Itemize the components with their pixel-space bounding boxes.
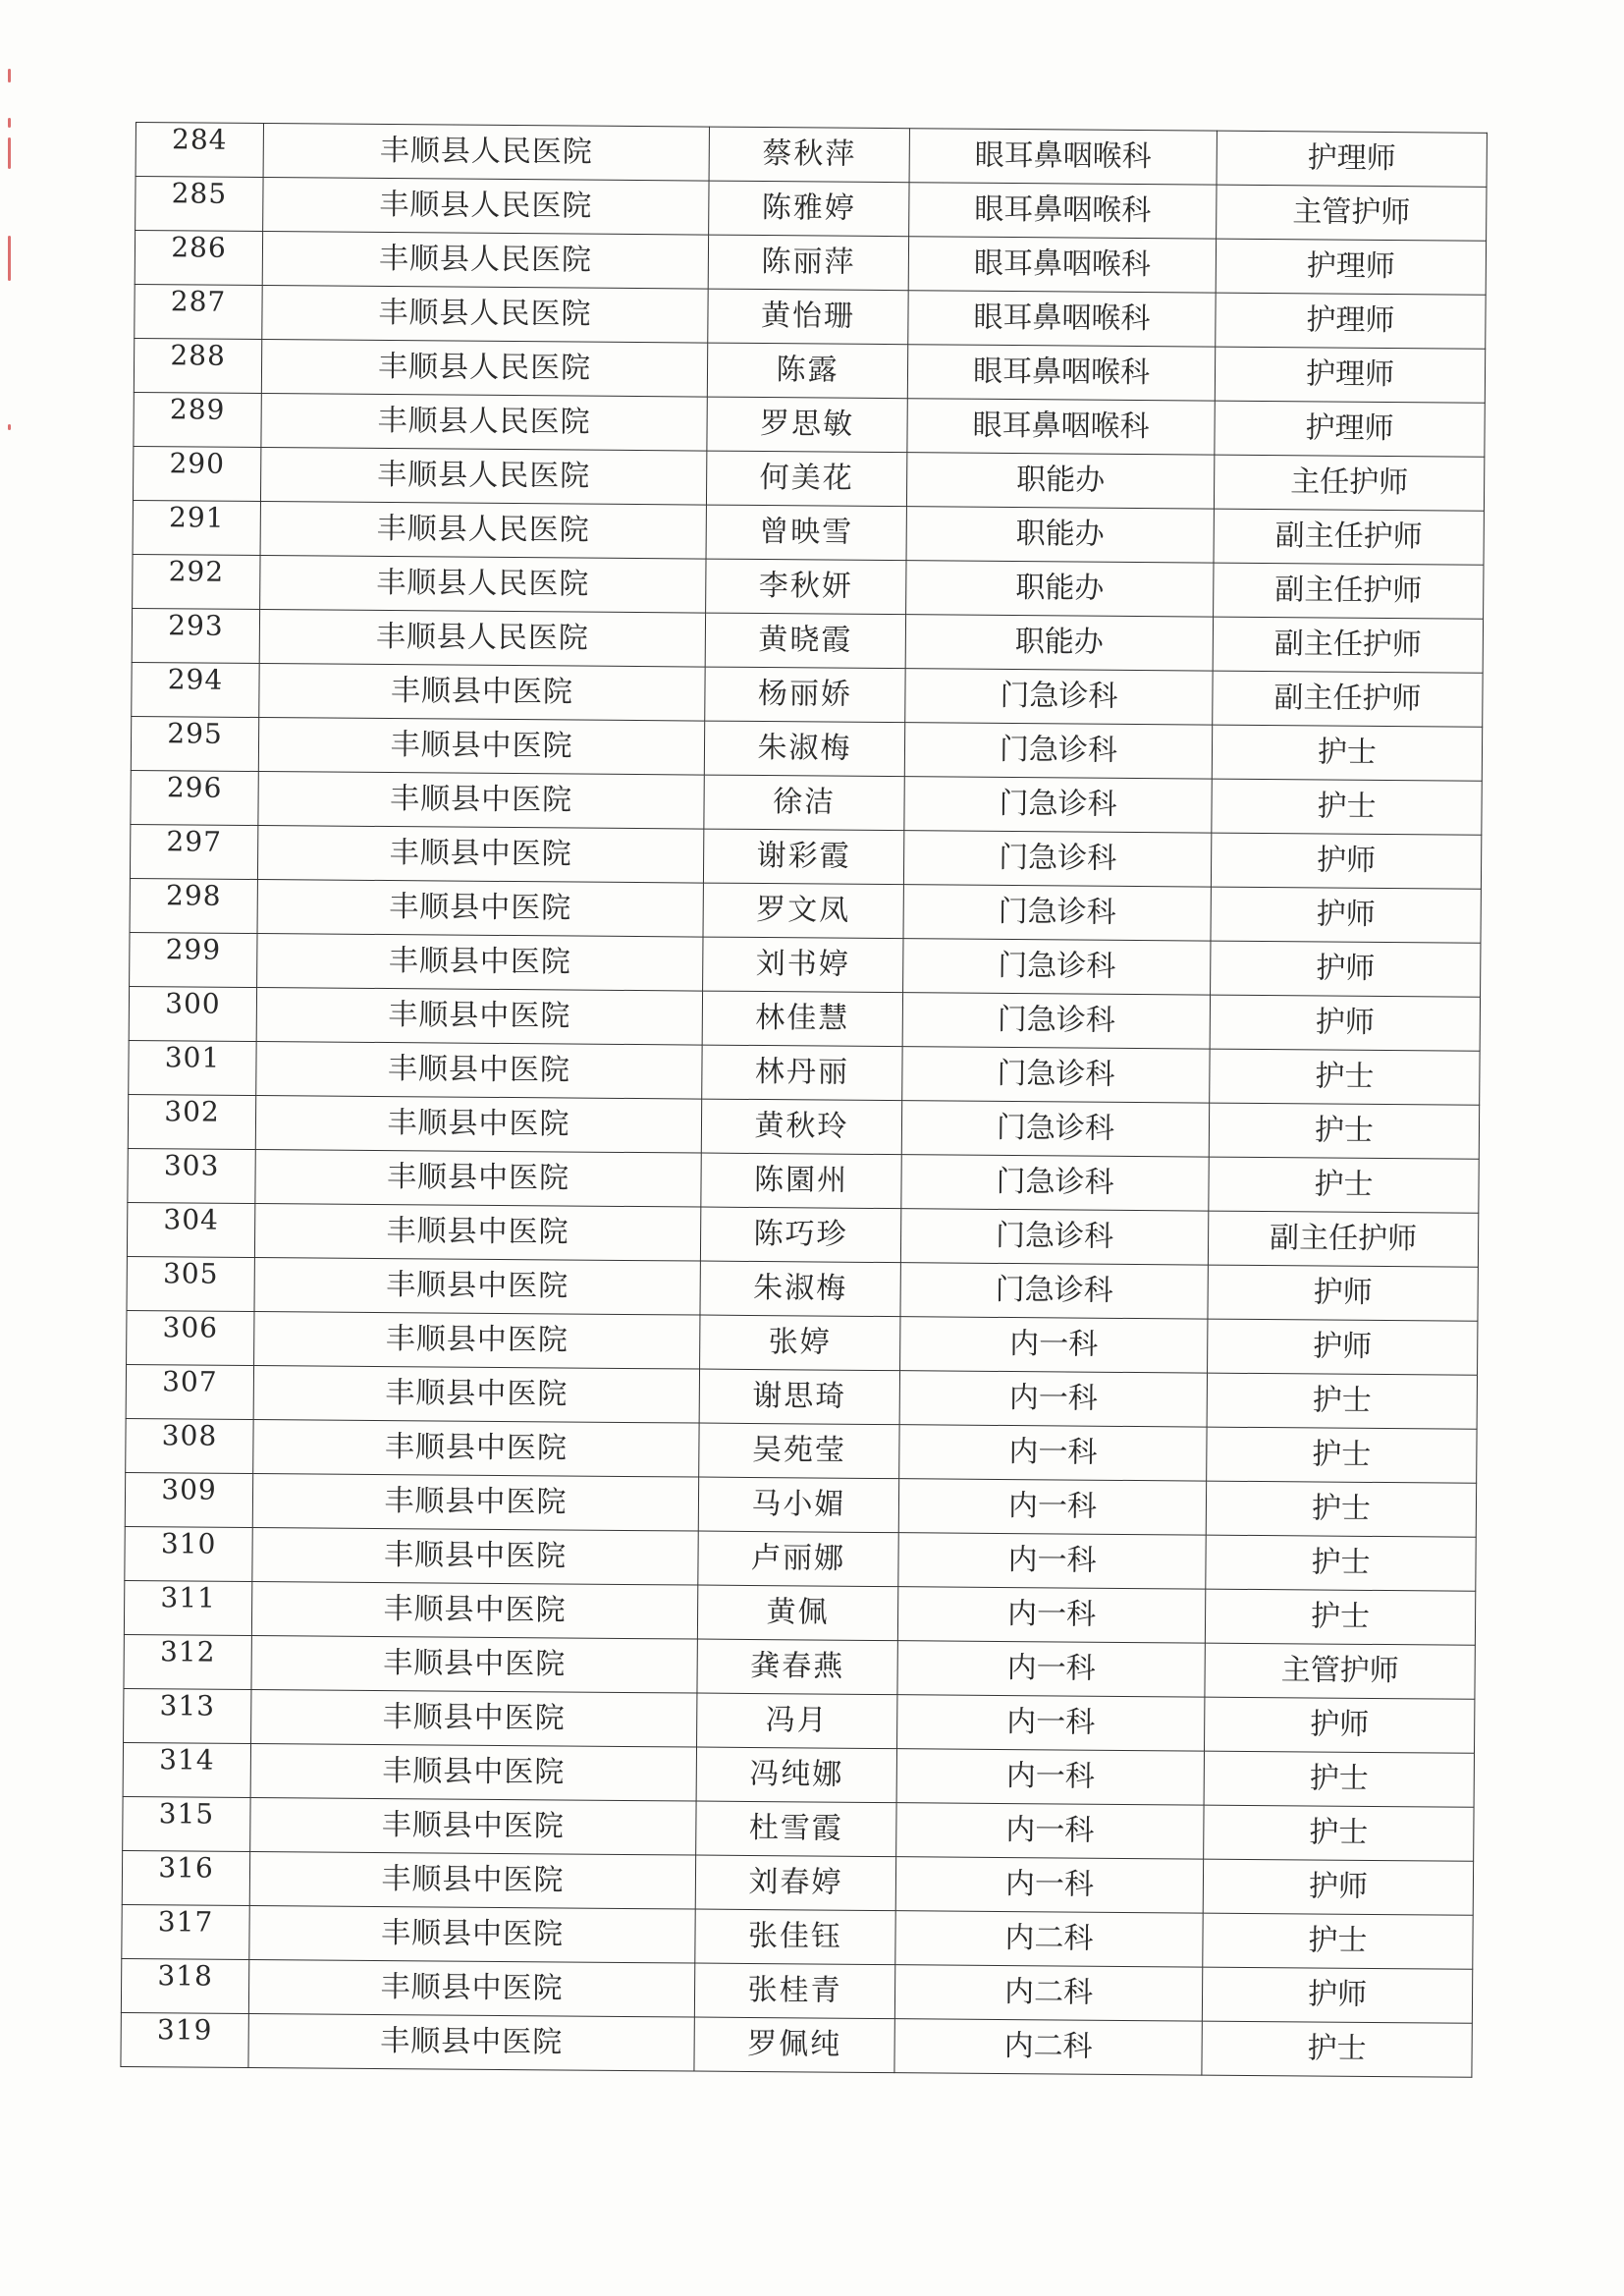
scan-mark [8, 118, 11, 128]
row-number: 301 [129, 1040, 256, 1095]
hospital-cell: 丰顺县中医院 [251, 1581, 697, 1639]
name-cell: 张桂青 [694, 1963, 894, 2019]
row-number: 293 [132, 608, 259, 663]
hospital-cell: 丰顺县中医院 [257, 826, 703, 884]
name-cell: 李秋妍 [706, 559, 906, 615]
scan-mark [8, 236, 11, 281]
name-cell: 陈雅婷 [709, 181, 909, 237]
department-cell: 门急诊科 [903, 939, 1211, 995]
title-cell: 护师 [1203, 1859, 1473, 1915]
hospital-cell: 丰顺县中医院 [255, 1095, 701, 1153]
hospital-cell: 丰顺县中医院 [251, 1689, 697, 1747]
name-cell: 曾映雪 [706, 505, 906, 561]
row-number: 309 [125, 1472, 252, 1527]
title-cell: 副主任护师 [1214, 509, 1484, 565]
row-number: 305 [127, 1256, 254, 1311]
title-cell: 护士 [1207, 1427, 1477, 1483]
department-cell: 门急诊科 [900, 1209, 1208, 1265]
title-cell: 护士 [1209, 1103, 1479, 1159]
roster-body [121, 123, 1488, 2078]
department-cell: 门急诊科 [902, 993, 1210, 1049]
name-cell: 黄怡珊 [708, 289, 908, 345]
hospital-cell: 丰顺县人民医院 [259, 610, 705, 668]
department-cell: 内一科 [897, 1587, 1205, 1643]
title-cell: 护士 [1207, 1373, 1477, 1429]
name-cell: 陈園州 [701, 1153, 901, 1209]
name-cell: 吴苑莹 [699, 1423, 899, 1479]
row-number: 312 [124, 1634, 251, 1689]
hospital-cell: 丰顺县中医院 [257, 880, 703, 938]
department-cell: 职能办 [906, 453, 1214, 509]
title-cell: 主任护师 [1214, 455, 1484, 511]
hospital-cell: 丰顺县中医院 [256, 987, 702, 1045]
row-number: 319 [121, 2012, 248, 2067]
department-cell: 门急诊科 [903, 831, 1211, 887]
name-cell: 林佳慧 [702, 991, 902, 1047]
department-cell: 门急诊科 [905, 669, 1213, 725]
name-cell: 黄晓霞 [705, 613, 905, 669]
department-cell: 门急诊科 [904, 723, 1212, 779]
name-cell: 刘书婷 [703, 937, 903, 993]
department-cell: 内一科 [897, 1641, 1205, 1697]
department-cell: 内一科 [897, 1695, 1205, 1751]
row-number: 289 [134, 392, 261, 447]
row-number: 302 [128, 1094, 255, 1149]
name-cell: 罗佩纯 [694, 2017, 894, 2073]
hospital-cell: 丰顺县中医院 [257, 933, 703, 991]
row-number: 316 [122, 1850, 249, 1905]
title-cell: 护士 [1206, 1535, 1476, 1591]
hospital-cell: 丰顺县中医院 [256, 1041, 702, 1099]
department-cell: 内一科 [896, 1749, 1204, 1805]
roster-table [120, 122, 1488, 2078]
row-number: 300 [129, 986, 256, 1041]
title-cell: 护师 [1205, 1697, 1475, 1753]
title-cell: 主管护师 [1217, 185, 1487, 241]
row-number: 288 [134, 338, 261, 393]
title-cell: 护士 [1210, 1049, 1480, 1105]
title-cell: 护士 [1203, 1913, 1473, 1969]
title-cell: 护师 [1210, 995, 1480, 1051]
scan-mark [8, 424, 11, 430]
name-cell: 张佳钰 [695, 1909, 895, 1965]
department-cell: 内一科 [895, 1857, 1203, 1913]
department-cell: 眼耳鼻咽喉科 [907, 399, 1215, 455]
hospital-cell: 丰顺县中医院 [255, 1149, 701, 1207]
hospital-cell: 丰顺县中医院 [250, 1797, 696, 1855]
name-cell: 刘春婷 [695, 1855, 895, 1911]
row-number: 314 [123, 1742, 250, 1797]
row-number: 298 [130, 878, 257, 933]
department-cell: 门急诊科 [903, 885, 1211, 941]
department-cell: 职能办 [906, 561, 1214, 617]
hospital-cell: 丰顺县人民医院 [263, 178, 709, 236]
name-cell: 林丹丽 [702, 1045, 902, 1101]
department-cell: 内二科 [894, 2019, 1202, 2075]
hospital-cell: 丰顺县中医院 [248, 2013, 694, 2071]
title-cell: 护师 [1211, 833, 1481, 889]
hospital-cell: 丰顺县中医院 [253, 1419, 699, 1477]
title-cell: 护理师 [1217, 131, 1487, 187]
hospital-cell: 丰顺县人民医院 [263, 124, 709, 182]
department-cell: 职能办 [906, 507, 1214, 563]
row-number: 285 [135, 177, 263, 232]
department-cell: 内二科 [894, 1965, 1202, 2021]
title-cell: 护理师 [1216, 293, 1486, 349]
department-cell: 内一科 [900, 1317, 1208, 1373]
name-cell: 谢彩霞 [703, 829, 903, 885]
row-number: 287 [135, 284, 262, 339]
department-cell: 门急诊科 [902, 1047, 1210, 1103]
department-cell: 内一科 [898, 1533, 1206, 1589]
hospital-cell: 丰顺县中医院 [249, 1905, 695, 1963]
department-cell: 眼耳鼻咽喉科 [909, 129, 1217, 185]
row-number: 303 [128, 1148, 255, 1203]
department-cell: 眼耳鼻咽喉科 [907, 345, 1215, 401]
row-number: 291 [133, 500, 260, 555]
name-cell: 蔡秋萍 [709, 127, 909, 183]
department-cell: 门急诊科 [901, 1155, 1209, 1211]
department-cell: 眼耳鼻咽喉科 [908, 237, 1216, 293]
title-cell: 护师 [1211, 887, 1481, 943]
name-cell: 罗思敏 [707, 397, 907, 453]
hospital-cell: 丰顺县中医院 [253, 1365, 699, 1423]
title-cell: 护士 [1202, 2021, 1472, 2077]
hospital-cell: 丰顺县中医院 [252, 1473, 698, 1531]
name-cell: 杜雪霞 [696, 1801, 896, 1857]
title-cell: 护理师 [1215, 401, 1485, 457]
title-cell: 主管护师 [1205, 1643, 1475, 1699]
name-cell: 徐洁 [704, 775, 904, 831]
department-cell: 眼耳鼻咽喉科 [909, 183, 1217, 239]
row-number: 294 [132, 662, 259, 717]
hospital-cell: 丰顺县人民医院 [261, 394, 707, 452]
department-cell: 内二科 [895, 1911, 1203, 1967]
row-number: 307 [126, 1364, 253, 1419]
name-cell: 何美花 [706, 451, 906, 507]
title-cell: 护师 [1208, 1265, 1478, 1321]
hospital-cell: 丰顺县中医院 [254, 1203, 700, 1261]
row-number: 297 [130, 824, 257, 879]
row-number: 296 [131, 770, 258, 825]
name-cell: 杨丽娇 [705, 667, 905, 723]
name-cell: 陈巧珍 [700, 1207, 900, 1263]
department-cell: 职能办 [905, 615, 1213, 671]
title-cell: 护理师 [1215, 347, 1485, 403]
hospital-cell: 丰顺县人民医院 [260, 448, 706, 506]
department-cell: 内一科 [899, 1371, 1207, 1427]
name-cell: 朱淑梅 [700, 1261, 900, 1317]
title-cell: 护师 [1211, 941, 1481, 997]
row-number: 284 [135, 123, 263, 178]
title-cell: 护士 [1204, 1751, 1474, 1807]
row-number: 318 [121, 1958, 248, 2013]
hospital-cell: 丰顺县中医院 [248, 1959, 694, 2017]
title-cell: 副主任护师 [1213, 671, 1483, 727]
name-cell: 黄秋玲 [701, 1099, 901, 1155]
row-number: 299 [130, 932, 257, 987]
row-number: 311 [124, 1580, 251, 1635]
name-cell: 冯纯娜 [696, 1747, 896, 1803]
row-number: 313 [124, 1688, 251, 1743]
hospital-cell: 丰顺县人民医院 [262, 286, 708, 344]
title-cell: 副主任护师 [1208, 1211, 1478, 1267]
department-cell: 门急诊科 [904, 777, 1212, 833]
hospital-cell: 丰顺县中医院 [249, 1851, 695, 1909]
table-row [121, 2012, 1472, 2077]
name-cell: 张婷 [700, 1315, 900, 1371]
title-cell: 护士 [1205, 1589, 1475, 1645]
row-number: 317 [122, 1904, 249, 1959]
scan-mark [8, 69, 11, 82]
department-cell: 眼耳鼻咽喉科 [908, 291, 1216, 347]
hospital-cell: 丰顺县中医院 [258, 718, 704, 776]
name-cell: 陈丽萍 [708, 235, 908, 291]
hospital-cell: 丰顺县中医院 [258, 772, 704, 830]
title-cell: 护师 [1202, 1967, 1472, 2023]
hospital-cell: 丰顺县中医院 [254, 1257, 700, 1315]
department-cell: 门急诊科 [900, 1263, 1208, 1319]
row-number: 310 [125, 1526, 252, 1581]
name-cell: 黄佩 [697, 1585, 897, 1641]
name-cell: 冯月 [697, 1693, 897, 1749]
title-cell: 护士 [1209, 1157, 1479, 1213]
hospital-cell: 丰顺县中医院 [251, 1635, 697, 1693]
row-number: 315 [123, 1796, 250, 1851]
name-cell: 谢思琦 [699, 1369, 899, 1425]
row-number: 295 [131, 716, 258, 771]
department-cell: 门急诊科 [901, 1101, 1209, 1157]
name-cell: 马小媚 [698, 1477, 898, 1533]
title-cell: 护理师 [1216, 239, 1486, 295]
title-cell: 护士 [1204, 1805, 1474, 1861]
hospital-cell: 丰顺县人民医院 [260, 556, 706, 614]
title-cell: 护士 [1212, 779, 1482, 835]
hospital-cell: 丰顺县中医院 [252, 1527, 698, 1585]
row-number: 308 [126, 1418, 253, 1473]
hospital-cell: 丰顺县人民医院 [260, 502, 706, 560]
title-cell: 护师 [1208, 1319, 1478, 1375]
department-cell: 内一科 [898, 1479, 1206, 1535]
department-cell: 内一科 [899, 1425, 1207, 1481]
scan-mark [8, 137, 11, 169]
title-cell: 副主任护师 [1214, 563, 1484, 619]
name-cell: 罗文凤 [703, 883, 903, 939]
row-number: 292 [133, 554, 260, 609]
row-number: 306 [127, 1310, 254, 1365]
title-cell: 副主任护师 [1213, 617, 1483, 673]
row-number: 304 [127, 1202, 254, 1257]
name-cell: 卢丽娜 [698, 1531, 898, 1587]
row-number: 286 [135, 231, 262, 286]
row-number: 290 [133, 446, 260, 501]
hospital-cell: 丰顺县中医院 [254, 1311, 700, 1369]
name-cell: 龚春燕 [697, 1639, 897, 1695]
name-cell: 陈露 [707, 343, 907, 399]
hospital-cell: 丰顺县人民医院 [262, 232, 708, 290]
hospital-cell: 丰顺县中医院 [250, 1743, 696, 1801]
title-cell: 护士 [1212, 725, 1482, 781]
name-cell: 朱淑梅 [704, 721, 904, 777]
title-cell: 护士 [1206, 1481, 1476, 1537]
hospital-cell: 丰顺县中医院 [259, 664, 705, 722]
department-cell: 内一科 [896, 1803, 1204, 1859]
hospital-cell: 丰顺县人民医院 [261, 340, 707, 398]
